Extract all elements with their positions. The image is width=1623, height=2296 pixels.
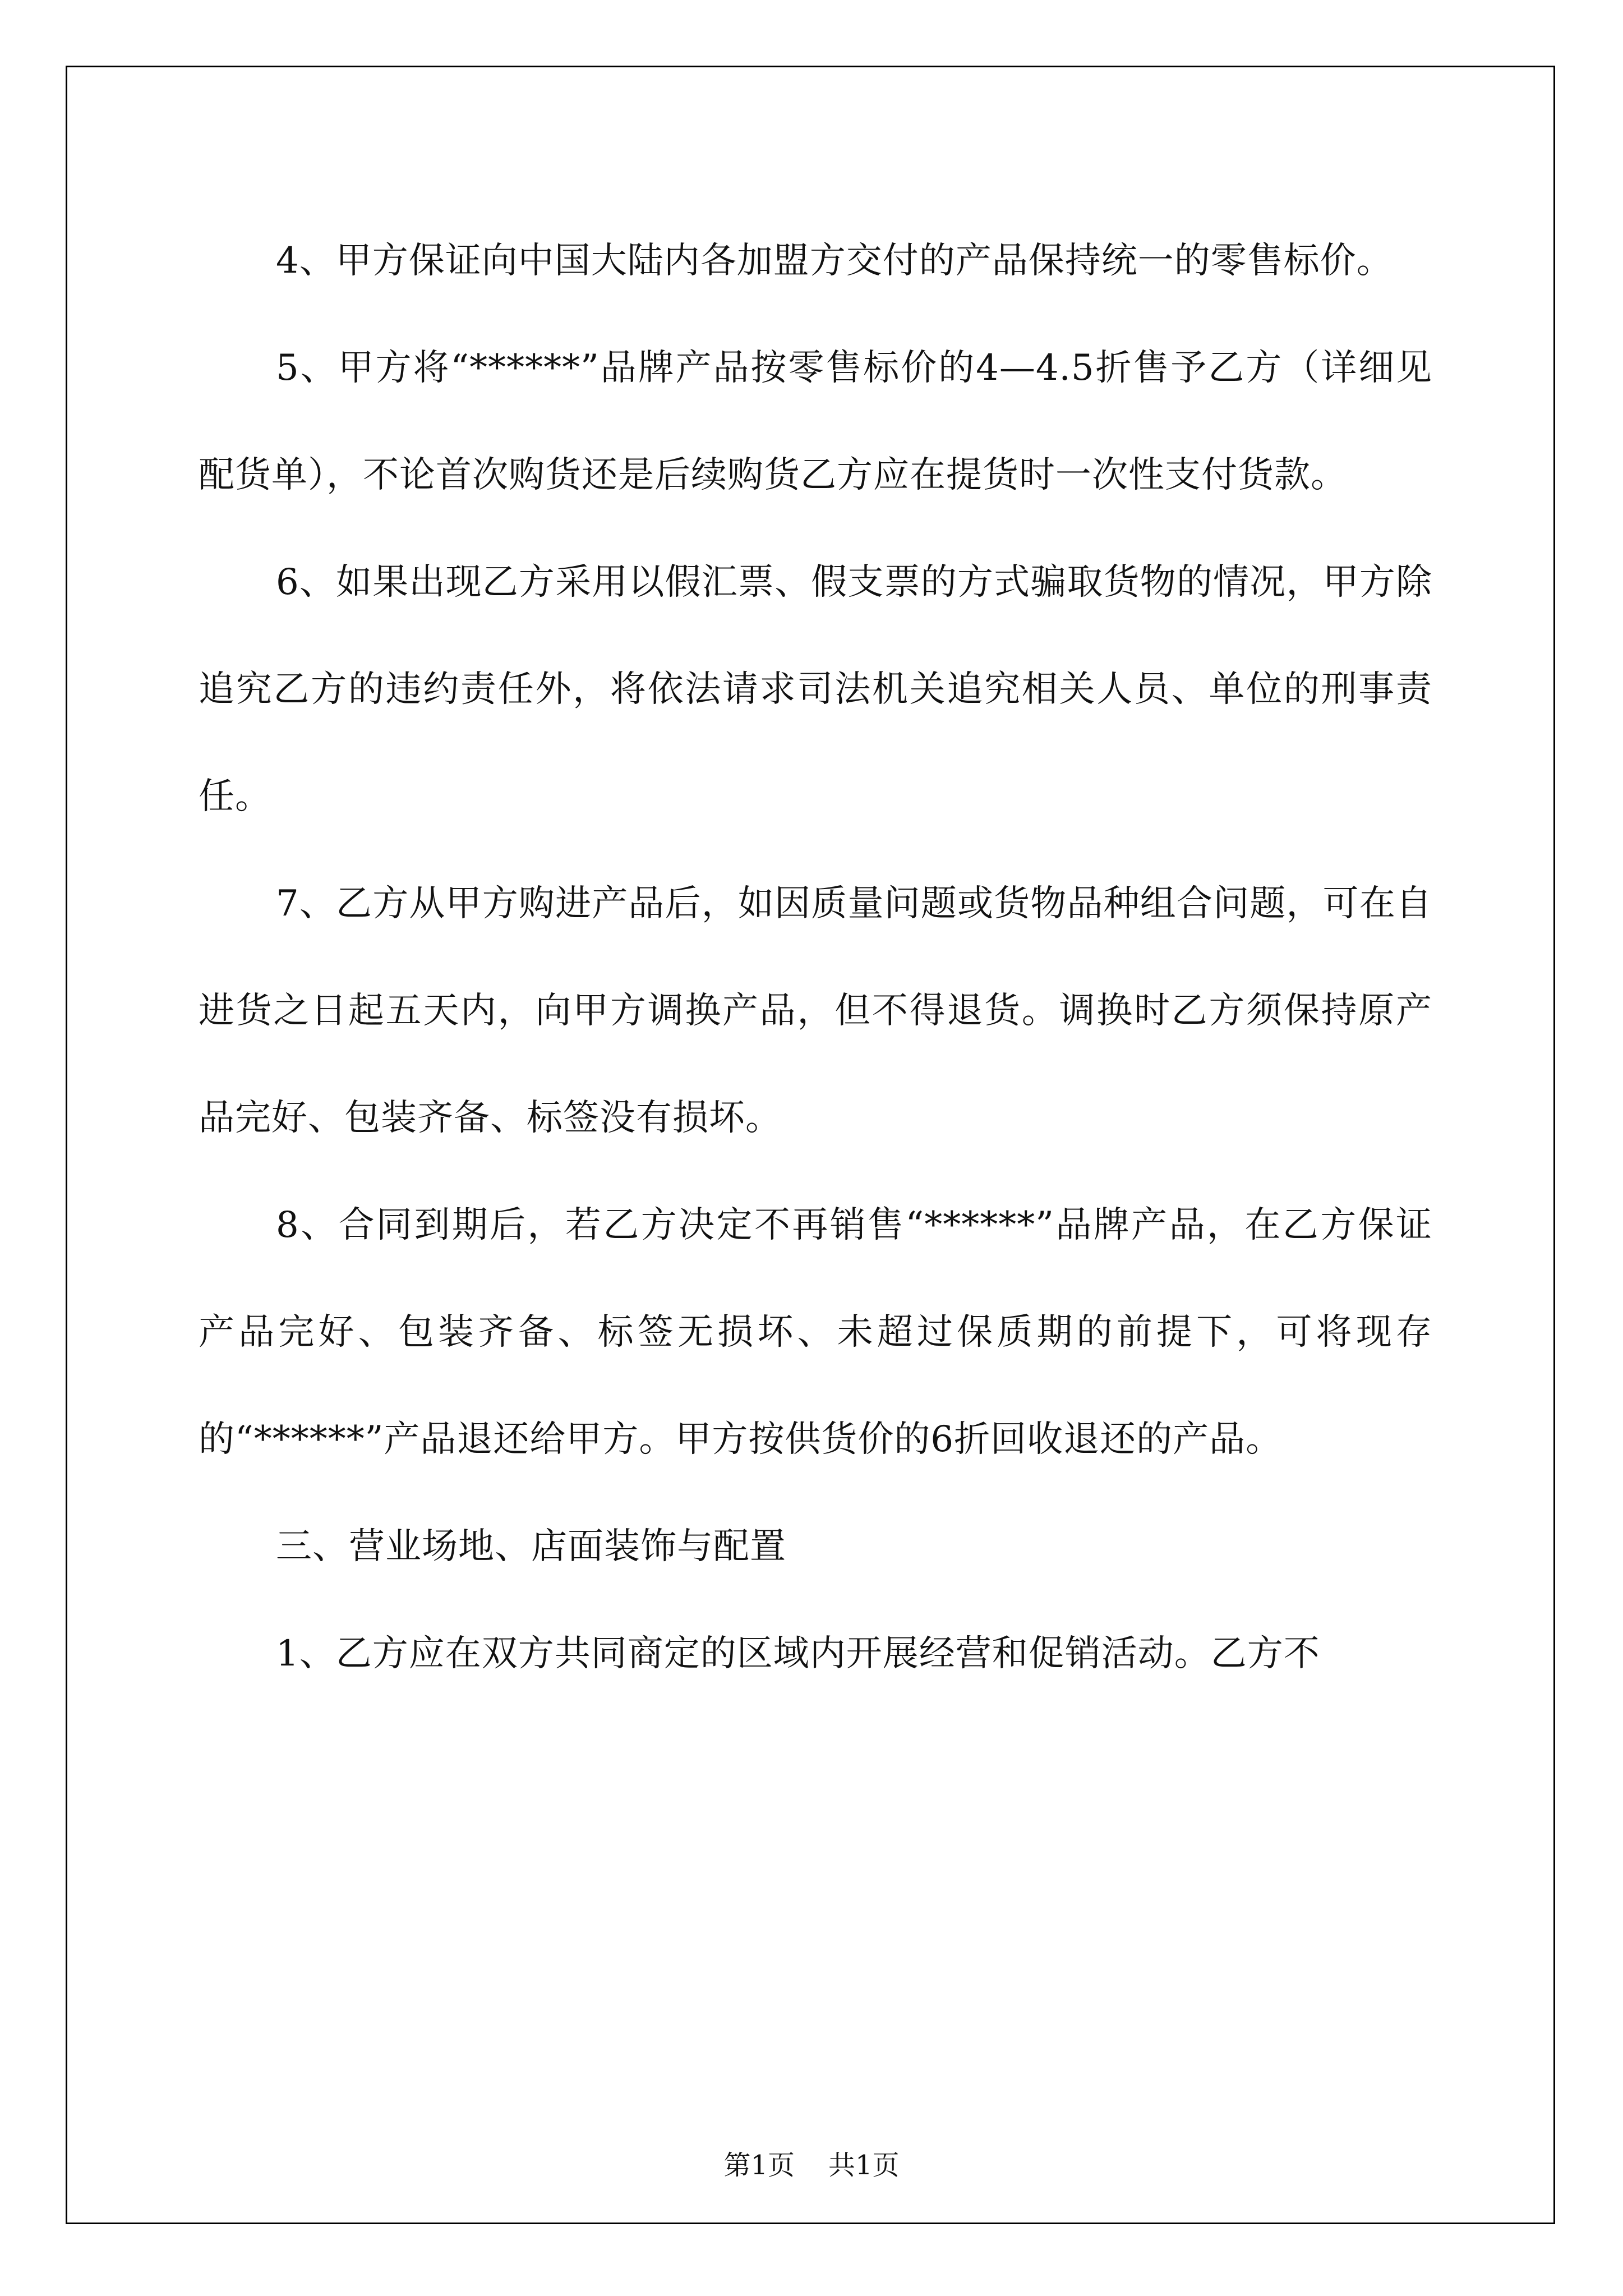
paragraph: 5、甲方将“******”品牌产品按零售标价的4—4.5折售予乙方（详细见配货单），不论首次购货还是后续购货乙方应在提货时一次性支付货款。 — [199, 347, 1432, 496]
page-number: 第1页 — [723, 2150, 795, 2181]
paragraph: 7、乙方从甲方购进产品后，如因质量问题或货物品种组合问题，可在自进货之日起五天内，向甲方调换产品，但不得退货。调换时乙方须保持原产品完好、包装齐备、标签没有损坏。 — [199, 883, 1432, 1139]
paragraph: 1、乙方应在双方共同商定的区域内开展经营和促销活动。乙方不 — [276, 1633, 1320, 1674]
document-body — [199, 208, 1432, 1708]
page-total: 共1页 — [828, 2150, 900, 2181]
paragraph: 4、甲方保证向中国大陆内各加盟方交付的产品保持统一的零售标价。 — [276, 240, 1393, 282]
page-footer — [0, 2148, 1623, 2182]
paragraph: 6、如果出现乙方采用以假汇票、假支票的方式骗取货物的情况，甲方除追究乙方的违约责任外，将依法请求司法机关追究相关人员、单位的刑事责任。 — [199, 562, 1432, 817]
section-heading: 三、营业场地、店面装饰与配置 — [276, 1526, 786, 1567]
paragraph: 8、合同到期后，若乙方决定不再销售“******”品牌产品，在乙方保证产品完好、包装齐备、标签无损坏、未超过保质期的前提下，可将现存的“******”产品退还给甲方。甲方按供货价的6折回收退还的产品。 — [199, 1204, 1432, 1460]
